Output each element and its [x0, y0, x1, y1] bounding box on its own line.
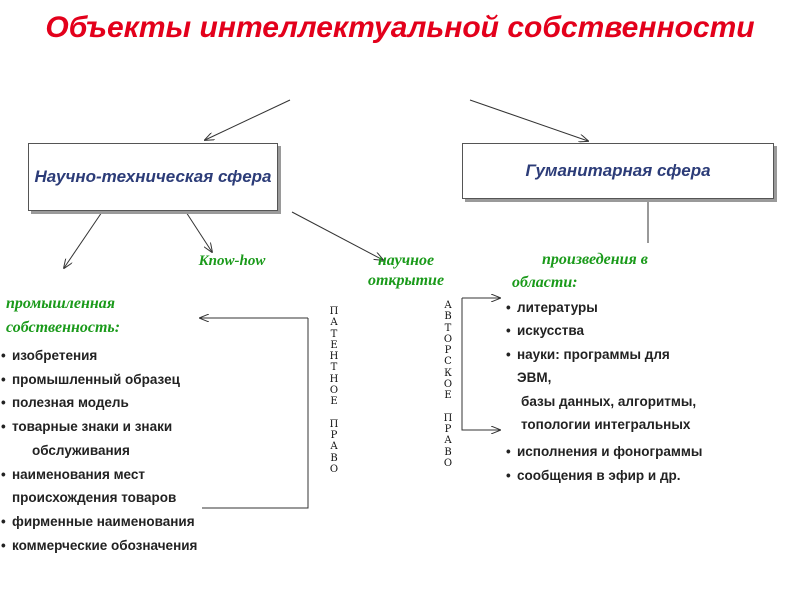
list-item: обслуживания — [32, 442, 130, 458]
list-item: • науки: программы для — [505, 343, 775, 366]
know-how-label: Know-how — [198, 253, 266, 269]
arrow-title-to-humanitarian — [470, 100, 588, 141]
copyright-law-vertical: А В Т О Р С К О Е П Р А В О — [443, 300, 453, 469]
list-item: • промышленный образец — [0, 368, 292, 392]
list-item: • сообщения в эфир и др. — [505, 464, 775, 487]
list-item: • фирменные наименования — [0, 510, 292, 534]
scientific-discovery-label: научное открытие — [367, 252, 445, 289]
list-item: • наименования мест — [0, 463, 292, 487]
arrow-title-to-scientific — [205, 100, 290, 140]
arrow-to-industrial — [64, 212, 102, 268]
copyright-bracket — [462, 298, 500, 430]
list-item: • изобретения — [0, 344, 292, 368]
page-title: Объекты интеллектуальной собственности — [45, 11, 755, 44]
patent-law-vertical: П А Т Е Н Т Н О Е П Р А В О — [329, 306, 339, 475]
works-heading: произведения в области: — [512, 251, 648, 291]
industrial-property-list — [0, 344, 292, 557]
scientific-sphere-box: Научно-техническая сфера — [28, 143, 278, 211]
list-item: • коммерческие обозначения — [0, 534, 292, 558]
works-list — [505, 296, 775, 487]
arrow-to-knowhow — [186, 212, 212, 252]
list-item: • литературы — [505, 296, 775, 319]
humanitarian-sphere-box: Гуманитарная сфера — [462, 143, 774, 199]
list-item: • товарные знаки и знаки — [0, 415, 292, 439]
list-item: происхождения товаров — [12, 490, 177, 506]
list-item: ЭВМ, — [517, 370, 552, 386]
list-item: топологии интегральных — [521, 417, 691, 433]
list-item: • искусства — [505, 319, 775, 342]
list-item: • полезная модель — [0, 391, 292, 415]
list-item: • исполнения и фонограммы — [505, 440, 775, 463]
list-item: базы данных, алгоритмы, — [521, 393, 697, 409]
industrial-property-heading: промышленная собственность: — [6, 295, 121, 336]
